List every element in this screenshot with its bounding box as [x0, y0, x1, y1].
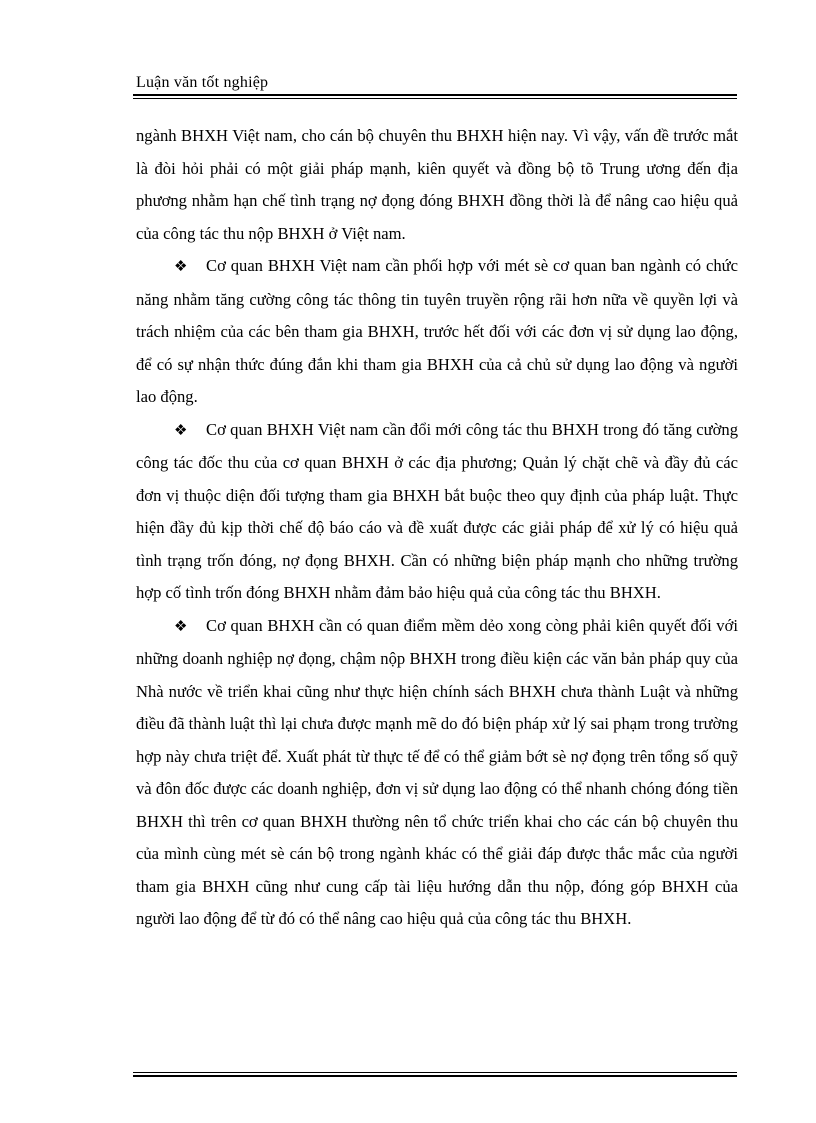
paragraph-text: ngành BHXH Việt nam, cho cán bộ chuyên thu BHXH hiện nay. Vì vậy, vấn đề trước mắt là đòi hỏi phải có một giải pháp mạnh, kiên quyết và đồng bộ tõ Trung ương đến địa phương nhằm hạn chế tình trạng nợ đọng đóng BHXH đồng thời là để nâng cao hiệu quả của công tác thu nộp BHXH ở Việt nam. [136, 126, 738, 243]
footer-rule-thick [133, 1075, 737, 1077]
paragraph-text: Cơ quan BHXH Việt nam cần phối hợp với mét sè cơ quan ban ngành có chức năng nhằm tăng cường công tác thông tin tuyên truyền rộng rãi hơn nữa về quyền lợi và trách nhiệm của các bên tham gia BHXH, trước hết đối với các đơn vị sử dụng lao động, để có sự nhận thức đúng đắn khi tham gia BHXH của cả chủ sử dụng lao động và người lao động. [136, 256, 738, 406]
diamond-bullet-icon: ❖ [174, 618, 188, 635]
paragraph-intro [136, 120, 738, 250]
body-text [136, 120, 738, 936]
bullet-paragraph [136, 414, 738, 610]
header-rule-thin [133, 98, 737, 99]
paragraph-text: Cơ quan BHXH cần có quan điểm mềm dẻo xong còng phải kiên quyết đối với những doanh nghiệp nợ đọng, chậm nộp BHXH trong điều kiện các văn bản pháp quy của Nhà nước về triển khai cũng như thực hiện chính sách BHXH chưa thành Luật và những điều đã thành luật thì lại chưa được mạnh mẽ do đó biện pháp xử lý sai phạm trong trường hợp này chưa triệt để. Xuất phát từ thực tế để có thể giảm bớt sè nợ đọng trên tổng số quỹ và đôn đốc được các doanh nghiệp, đơn vị sử dụng lao động có thể nhanh chóng đóng tiền BHXH thì trên cơ quan BHXH thường nên tổ chức triển khai cho các cán bộ chuyên thu của mình cùng mét sè cán bộ trong ngành khác có thể giải đáp được thắc mắc của người tham gia BHXH cũng như cung cấp tài liệu hướng dẫn thu nộp, đóng góp BHXH của người lao động để từ đó có thể nâng cao hiệu quả của công tác thu BHXH. [136, 615, 738, 928]
running-header: Luận văn tốt nghiệp [136, 74, 269, 91]
paragraph-text: Cơ quan BHXH Việt nam cần đổi mới công tác thu BHXH trong đó tăng cường công tác đốc thu của cơ quan BHXH ở các địa phương; Quản lý chặt chẽ và đầy đủ các đơn vị thuộc diện đối tượng tham gia BHXH bắt buộc theo quy định của pháp luật. Thực hiện đầy đủ kịp thời chế độ báo cáo và đề xuất được các giải pháp để xử lý có hiệu quả tình trạng trốn đóng, nợ đọng BHXH. Cần có những biện pháp mạnh cho những trường hợp cố tình trốn đóng BHXH nhằm đảm bảo hiệu quả của công tác thu BHXH. [136, 419, 738, 602]
diamond-bullet-icon: ❖ [174, 422, 188, 439]
footer-rule-thin [133, 1072, 737, 1073]
diamond-bullet-icon: ❖ [174, 259, 188, 275]
header-rule-thick [133, 94, 737, 96]
bullet-paragraph [136, 250, 738, 414]
bullet-paragraph [136, 610, 738, 936]
